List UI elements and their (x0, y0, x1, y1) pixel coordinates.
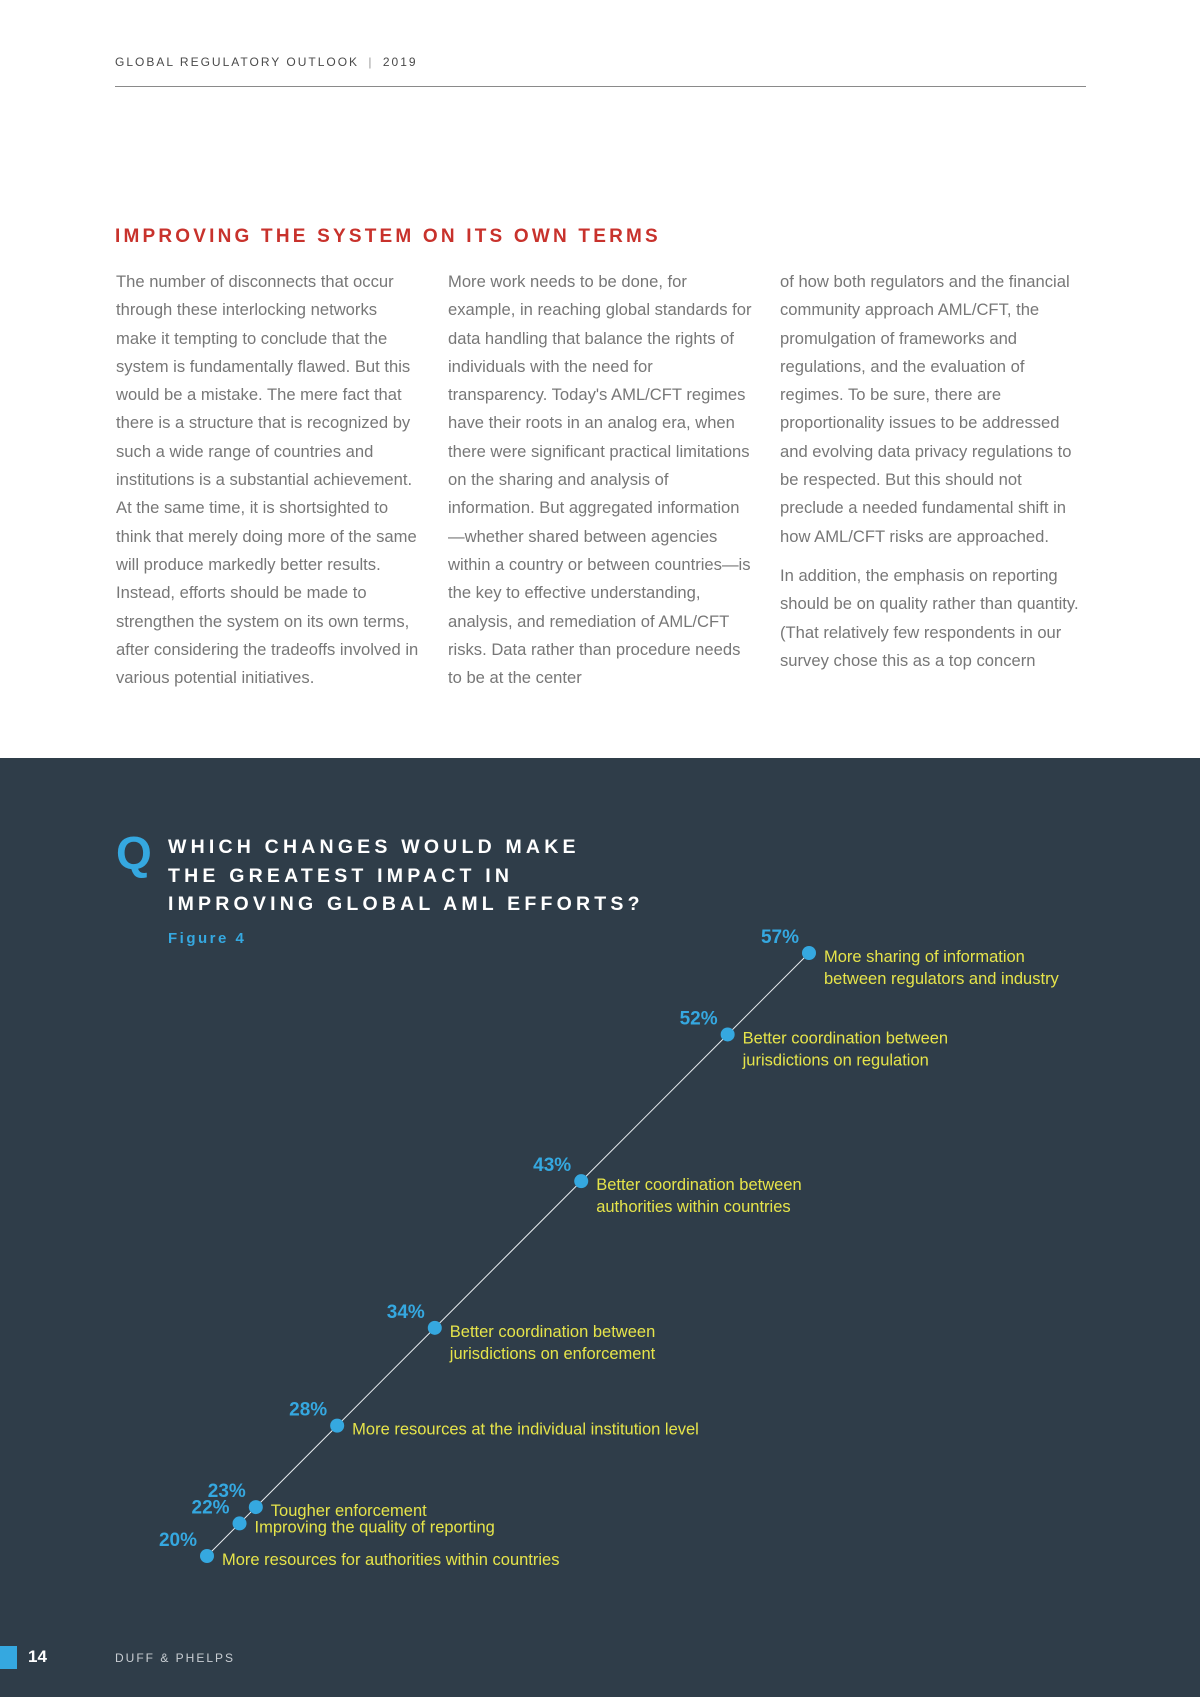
data-value-label: 28% (289, 1399, 328, 1421)
data-point (200, 1549, 214, 1563)
data-category-label-line: jurisdictions on regulation (742, 1051, 929, 1070)
data-category-label (271, 1502, 427, 1520)
body-paragraph: In addition, the emphasis on reporting should be on quality rather than quantity. (That relatively few respondents in our survey chose this as a top concern (780, 565, 1079, 670)
data-category-label-line: Tougher enforcement (270, 1502, 427, 1521)
data-point (802, 946, 816, 960)
body-paragraph: of how both regulators and the financial community approach AML/CFT, the promulgation of frameworks and regulations, and the evaluation of regimes. To be sure, there are proportionality issues to be addressed and evolving data privacy regulations to be respected. But this should not preclude a needed fundamental shift in how AML/CFT risks are approached. (780, 272, 1072, 546)
data-category-label-line: Improving the quality of reporting (254, 1518, 495, 1537)
data-point (330, 1419, 344, 1433)
data-value-label: 57% (760, 927, 799, 948)
data-category-label (824, 948, 1060, 988)
data-value-label: 23% (207, 1481, 246, 1503)
question-line: IMPROVING GLOBAL AML EFFORTS? (168, 893, 644, 915)
data-category-label-line: between regulators and industry (824, 970, 1059, 988)
data-category-label (352, 1421, 699, 1439)
question-q-icon: Q (116, 827, 152, 879)
body-paragraph: The number of disconnects that occur through these interlocking networks make it tempting to conclude that the system is fundamentally flawed. But this would be a mistake. The mere fact that there is a structure that is recognized by such a wide range of countries and institutions is a substantial achievement. At the same time, it is shortsighted to think that merely doing more of the same will produce markedly better results. Instead, efforts should be made to strengthen the system on its own terms, after considering the tradeoffs involved in various potential initiatives. (116, 272, 419, 688)
figure-label: Figure 4 (168, 930, 247, 947)
question-line: WHICH CHANGES WOULD MAKE (168, 836, 580, 858)
data-value-label: 43% (533, 1155, 572, 1177)
data-category-label-line: Better coordination between (449, 1322, 656, 1341)
data-point (428, 1321, 442, 1335)
series-line (207, 953, 809, 1556)
header-separator: | (368, 55, 374, 69)
data-category-label (255, 1518, 495, 1536)
question-line: THE GREATEST IMPACT IN (168, 864, 514, 887)
data-category-label (449, 1323, 656, 1363)
data-category-label-line: More sharing of information (824, 948, 1025, 966)
data-value-label: 20% (158, 1530, 197, 1551)
data-value-label: 52% (679, 1008, 718, 1030)
data-value-label: 22% (191, 1497, 230, 1519)
section-title: IMPROVING THE SYSTEM ON ITS OWN TERMS (115, 226, 661, 247)
data-category-label-line: jurisdictions on enforcement (449, 1344, 656, 1363)
data-category-label-line: Better coordination between (596, 1176, 802, 1195)
data-category-label-line: authorities within countries (596, 1198, 791, 1217)
page-number: 14 (28, 1647, 47, 1666)
body-paragraph: More work needs to be done, for example, in reaching global standards for data handling that balance the rights of individuals with the need for transparency. Today's AML/CFT regimes have their roots in an analog era, when there were significant practical limitations on the sharing and analysis of information. But aggregated information—whether shared between agencies within a country or between countries—is the key to effective understanding, analysis, and remediation of AML/CFT risks. Data rather than procedure needs to be at the center (448, 272, 752, 688)
data-point (721, 1027, 735, 1041)
data-category-label (742, 1029, 948, 1069)
data-category-label-line: More resources at the individual institution level (352, 1420, 699, 1439)
data-category-label (222, 1551, 559, 1569)
data-point (233, 1516, 247, 1530)
data-value-label: 34% (386, 1301, 425, 1323)
header-title: GLOBAL REGULATORY OUTLOOK (115, 55, 360, 69)
data-category-label-line: More resources for authorities within countries (222, 1551, 560, 1569)
header-year: 2019 (382, 55, 418, 69)
footer-brand: DUFF & PHELPS (115, 1651, 236, 1665)
data-point (249, 1500, 263, 1514)
page-marker (0, 1646, 17, 1669)
data-point (574, 1174, 588, 1188)
data-category-label-line: Better coordination between (742, 1029, 949, 1048)
data-category-label (596, 1176, 801, 1216)
